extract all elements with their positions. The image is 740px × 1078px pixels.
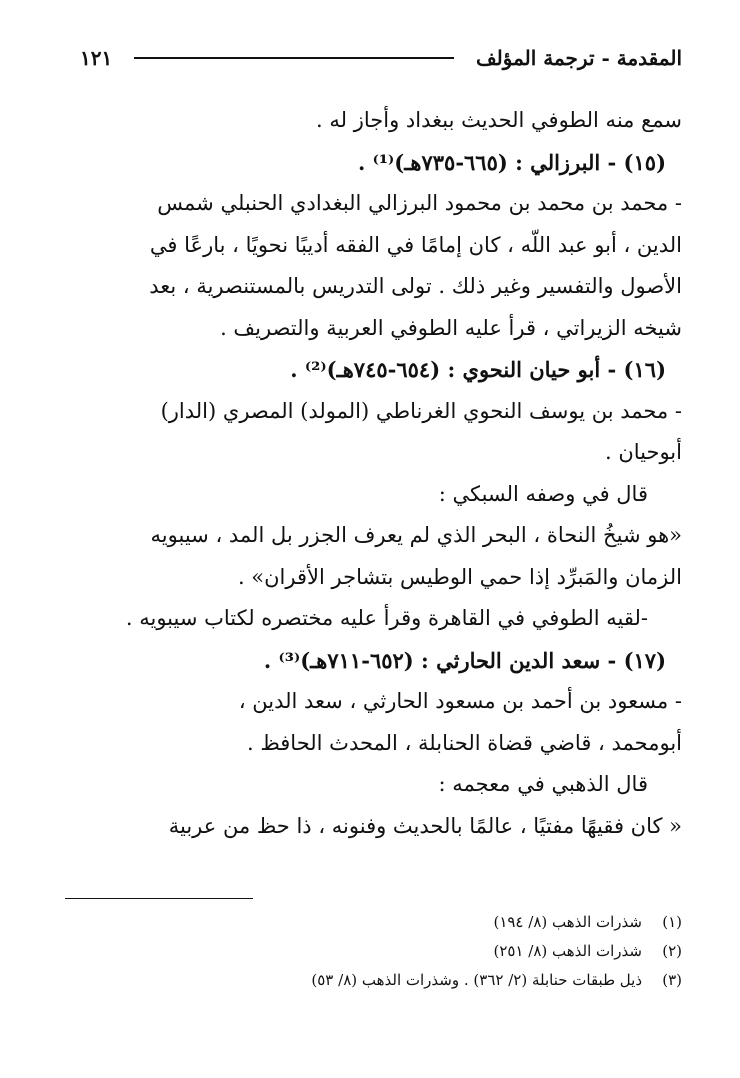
running-header <box>80 38 682 78</box>
header-rule <box>134 57 454 59</box>
footnote-text: شذرات الذهب (٨/ ٢٥١) <box>493 942 642 960</box>
body-line: شيخه الزيراتي ، قرأ عليه الطوفي العربية والتصريف . <box>220 315 682 340</box>
body-text <box>80 100 682 847</box>
body-line: «هو شيخُ النحاة ، البحر الذي لم يعرف الجزر بل المد ، سيبويه <box>150 523 682 547</box>
body-line: الزمان والمَبرِّد إذا حمي الوطيس بتشاجر الأقران» . <box>237 564 682 589</box>
body-line: قال في وصفه السبكي : <box>438 481 648 506</box>
footnote-separator <box>65 898 253 899</box>
body-line: الأصول والتفسير وغير ذلك . تولى التدريس بالمستنصرية ، بعد <box>149 274 682 298</box>
body-line: « كان فقيهًا مفتيًا ، عالمًا بالحديث وفنونه ، ذا حظ من عربية <box>168 813 682 838</box>
footnote <box>80 908 682 937</box>
footnote-number: (٣) <box>662 971 682 989</box>
body-line: - محمد بن يوسف النحوي الغرناطي (المولد) المصري (الدار) <box>160 398 682 423</box>
footnote-number: (٢) <box>662 942 682 960</box>
section-heading: (١٦) - أبو حيان النحوي : (٦٥٤-٧٤٥هـ)⁽²⁾ . <box>290 357 666 382</box>
footnote-text: شذرات الذهب (٨/ ١٩٤) <box>493 913 642 931</box>
body-line: الدين ، أبو عبد اللّه ، كان إمامًا في الفقه أديبًا نحويًا ، بارعًا في <box>149 232 682 257</box>
body-line: -لقيه الطوفي في القاهرة وقرأ عليه مختصره لكتاب سيبويه . <box>125 606 648 630</box>
page-number: ١٢١ <box>80 46 113 70</box>
section-heading: (١٥) - البرزالي : (٦٦٥-٧٣٥هـ)⁽¹⁾ . <box>357 149 666 175</box>
footnote-text: ذيل طبقات حنابلة (٢/ ٣٦٢) . وشذرات الذهب (٨/ ٥٣) <box>311 971 642 989</box>
footnote <box>80 966 682 995</box>
section-heading: (١٧) - سعد الدين الحارثي : (٦٥٢-٧١١هـ)⁽³⁾ . <box>263 647 666 673</box>
footnote <box>80 937 682 966</box>
body-line: أبومحمد ، قاضي قضاة الحنابلة ، المحدث الحافظ . <box>246 730 682 755</box>
body-line: - مسعود بن أحمد بن مسعود الحارثي ، سعد الدين ، <box>238 689 682 713</box>
footnotes <box>80 908 682 995</box>
footnote-number: (١) <box>662 913 682 931</box>
body-line: قال الذهبي في معجمه : <box>438 772 648 796</box>
body-line: أبوحيان . <box>604 440 682 464</box>
body-line: سمع منه الطوفي الحديث ببغداد وأجاز له . <box>316 108 682 132</box>
chapter-title: المقدمة - ترجمة المؤلف <box>475 46 682 70</box>
body-line: - محمد بن محمد بن محمود البرزالي البغدادي الحنبلي شمس <box>157 191 682 215</box>
